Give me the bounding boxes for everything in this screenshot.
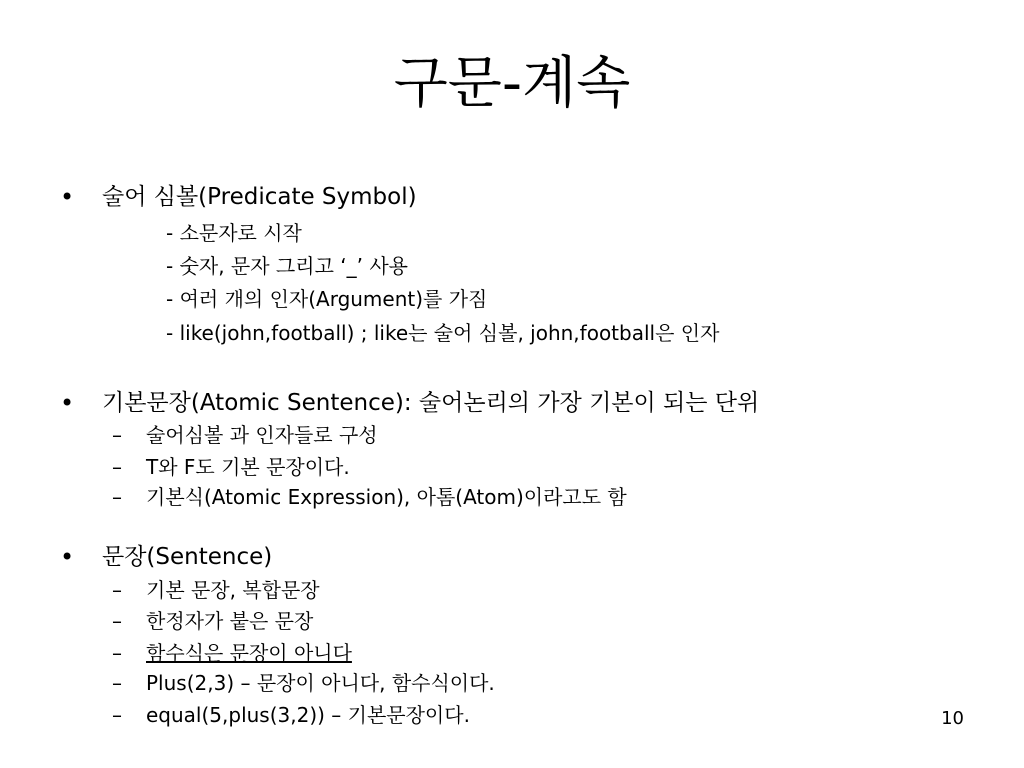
section-heading-atomic-sentence: 기본문장(Atomic Sentence): 술어논리의 가장 기본이 되는 단위 <box>102 390 760 416</box>
list-item: - 여러 개의 인자(Argument)를 가짐 <box>166 287 488 311</box>
list-item: 기본식(Atomic Expression), 아톰(Atom)이라고도 함 <box>146 485 627 509</box>
list-item: 술어심볼 과 인자들로 구성 <box>146 423 378 447</box>
dash-icon: – <box>112 609 122 633</box>
slide-title: 구문-계속 <box>393 51 631 116</box>
list-item: 한정자가 붙은 문장 <box>146 609 314 633</box>
dash-icon: – <box>112 671 122 695</box>
list-item: - like(john,football) ; like는 술어 심볼, john,football은 인자 <box>166 321 720 345</box>
bullet-icon: • <box>60 543 75 571</box>
list-item: equal(5,plus(3,2)) – 기본문장이다. <box>146 703 470 727</box>
bullet-icon: • <box>60 183 75 211</box>
list-item: - 숫자, 문자 그리고 ‘_’ 사용 <box>166 254 408 278</box>
page-number: 10 <box>941 708 964 729</box>
dash-icon: – <box>112 641 122 665</box>
dash-icon: – <box>112 485 122 509</box>
list-item: Plus(2,3) – 문장이 아니다, 함수식이다. <box>146 671 495 695</box>
section-heading-predicate-symbol: 술어 심볼(Predicate Symbol) <box>102 184 417 210</box>
dash-icon: – <box>112 423 122 447</box>
dash-icon: – <box>112 455 122 479</box>
list-item: 기본 문장, 복합문장 <box>146 578 320 602</box>
list-item: T와 F도 기본 문장이다. <box>146 455 350 479</box>
dash-icon: – <box>112 578 122 602</box>
list-item-underlined: 함수식은 문장이 아니다 <box>146 641 352 665</box>
bullet-icon: • <box>60 389 75 417</box>
dash-icon: – <box>112 703 122 727</box>
section-heading-sentence: 문장(Sentence) <box>102 544 273 570</box>
list-item: - 소문자로 시작 <box>166 221 302 245</box>
